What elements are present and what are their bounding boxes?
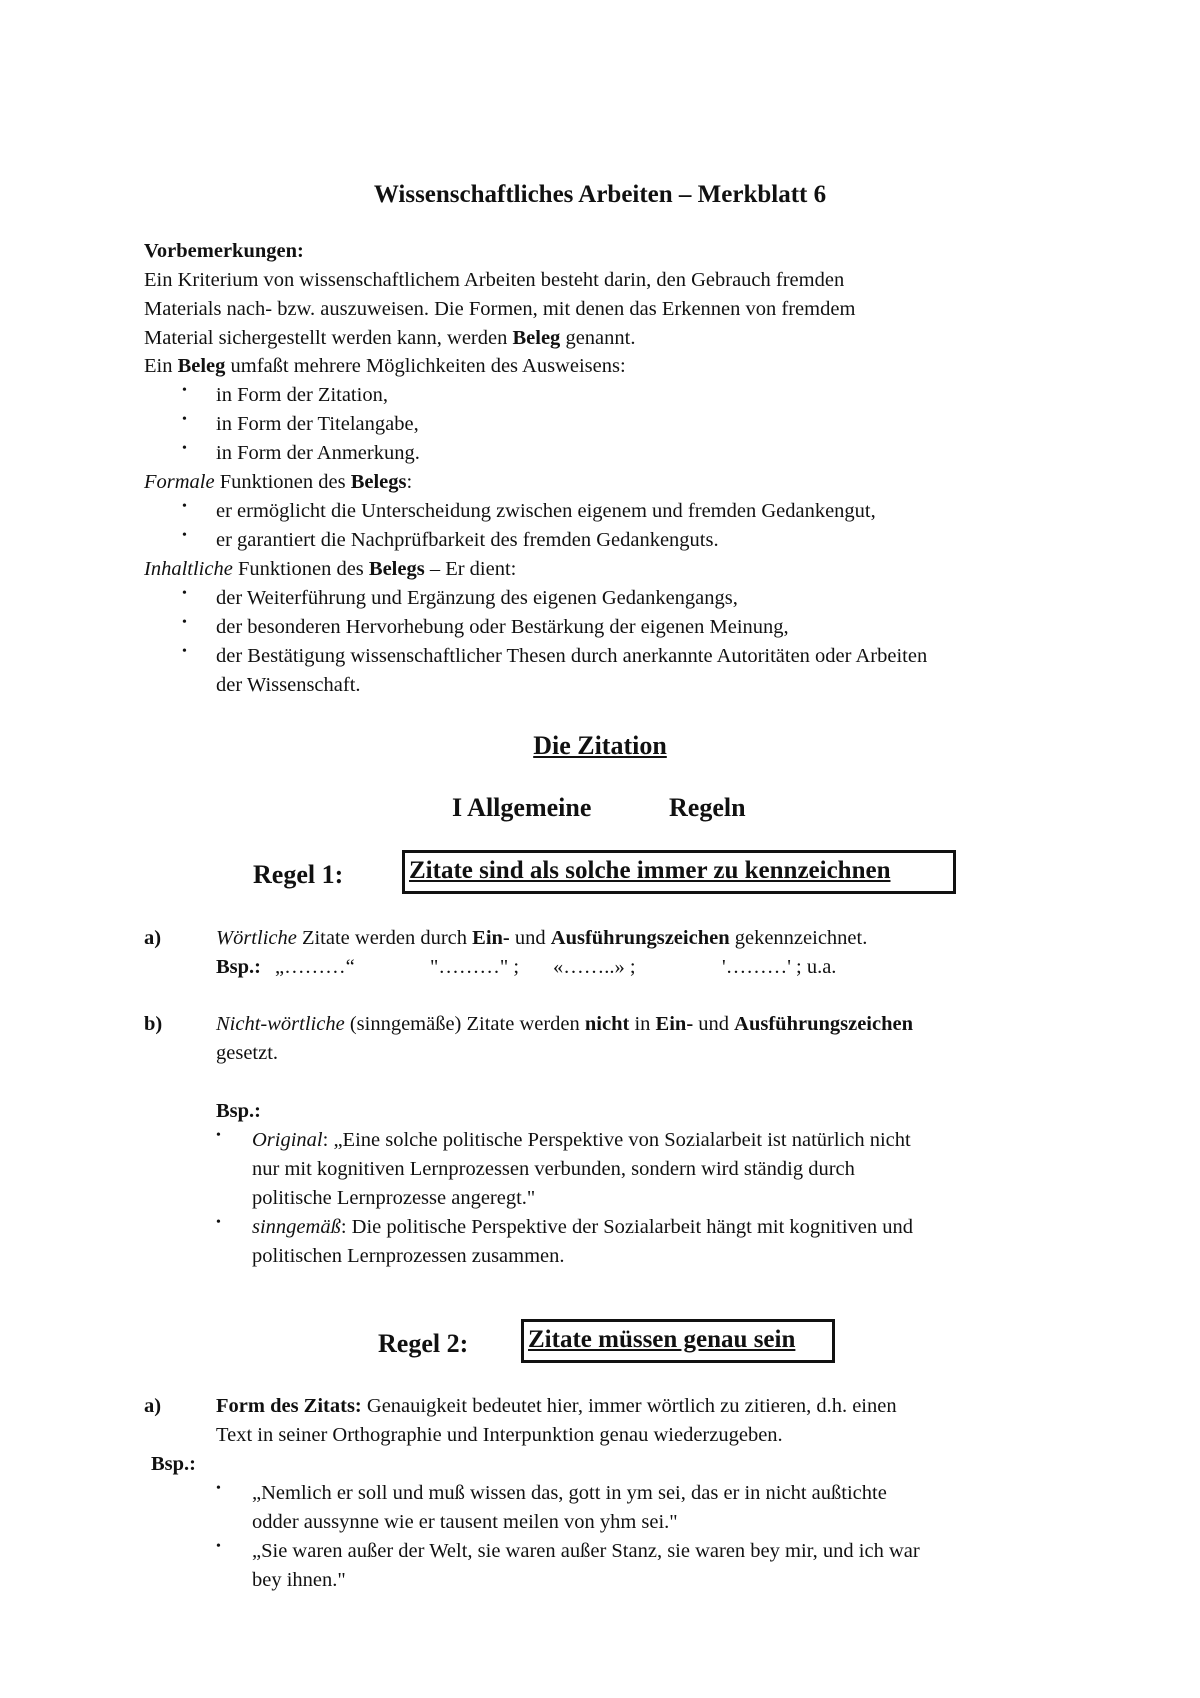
bullet: • xyxy=(216,1539,221,1554)
bullet: • xyxy=(182,586,187,601)
example-quote: „………“ xyxy=(275,956,355,978)
example-line: „Nemlich er soll und muß wissen das, gott in ym sei, das er in nicht außtichte xyxy=(252,1482,887,1504)
paragraph-line: Nicht-wörtliche (sinngemäße) Zitate werden nicht in Ein- und Ausführungszeichen xyxy=(216,1013,913,1035)
paragraph-line: Inhaltliche Funktionen des Belegs – Er dient: xyxy=(144,558,517,580)
paragraph-line: Materials nach- bzw. auszuweisen. Die Formen, mit denen das Erkennen von fremdem xyxy=(144,298,856,320)
paragraph-line: gesetzt. xyxy=(216,1042,279,1064)
example-line: bey ihnen." xyxy=(252,1569,346,1591)
bullet: • xyxy=(182,383,187,398)
example-label: Bsp.: xyxy=(151,1453,197,1475)
paragraph-line: Formale Funktionen des Belegs: xyxy=(144,471,413,493)
paragraph-line: Ein Kriterium von wissenschaftlichem Arbeiten besteht darin, den Gebrauch fremden xyxy=(144,269,845,291)
list-item-continuation: der Wissenschaft. xyxy=(216,674,361,696)
rule-statement-box: Zitate sind als solche immer zu kennzeichnen xyxy=(402,850,956,894)
list-marker: b) xyxy=(144,1013,163,1035)
example-line: politischen Lernprozessen zusammen. xyxy=(252,1245,565,1267)
paragraph-line: Material sichergestellt werden kann, werden Beleg genannt. xyxy=(144,327,636,349)
list-item: er garantiert die Nachprüfbarkeit des fremden Gedankenguts. xyxy=(216,529,719,551)
example-quote: «……..» ; xyxy=(553,956,636,978)
list-item: er ermöglicht die Unterscheidung zwischen eigenem und fremden Gedankengut, xyxy=(216,500,876,522)
list-item: der besonderen Hervorhebung oder Bestärkung der eigenen Meinung, xyxy=(216,616,789,638)
page-title: Wissenschaftliches Arbeiten – Merkblatt 6 xyxy=(373,181,827,208)
list-marker: a) xyxy=(144,927,162,949)
section-heading: Die Zitation xyxy=(533,731,667,760)
example-quote: "………" ; xyxy=(430,956,520,978)
bullet: • xyxy=(216,1481,221,1496)
bullet: • xyxy=(216,1128,221,1143)
example-line: „Sie waren außer der Welt, sie waren außer Stanz, sie waren bey mir, und ich war xyxy=(252,1540,920,1562)
example-label: Bsp.: xyxy=(216,956,262,978)
subsection-heading: I Allgemeine xyxy=(452,793,592,822)
example-line: politische Lernprozesse angeregt." xyxy=(252,1187,536,1209)
rule-label: Regel 1: xyxy=(253,860,344,889)
vorbemerkungen-heading: Vorbemerkungen: xyxy=(144,240,304,262)
paragraph-line: Wörtliche Zitate werden durch Ein- und Ausführungszeichen gekennzeichnet. xyxy=(216,927,868,949)
rule-statement-box: Zitate müssen genau sein xyxy=(521,1319,835,1363)
list-item: der Bestätigung wissenschaftlicher Thesen durch anerkannte Autoritäten oder Arbeiten xyxy=(216,645,928,667)
example-line: sinngemäß: Die politische Perspektive der Sozialarbeit hängt mit kognitiven und xyxy=(252,1216,913,1238)
bullet: • xyxy=(182,615,187,630)
example-line: odder aussynne wie er tausent meilen von yhm sei." xyxy=(252,1511,678,1533)
list-item: in Form der Titelangabe, xyxy=(216,413,419,435)
bullet: • xyxy=(216,1215,221,1230)
rule-label: Regel 2: xyxy=(378,1329,469,1358)
example-line: nur mit kognitiven Lernprozessen verbunden, sondern wird ständig durch xyxy=(252,1158,855,1180)
paragraph-line: Form des Zitats: Genauigkeit bedeutet hier, immer wörtlich zu zitieren, d.h. einen xyxy=(216,1395,897,1417)
list-item: in Form der Zitation, xyxy=(216,384,388,406)
paragraph-line: Ein Beleg umfaßt mehrere Möglichkeiten des Ausweisens: xyxy=(144,355,626,377)
example-label: Bsp.: xyxy=(216,1100,262,1122)
list-marker: a) xyxy=(144,1395,162,1417)
list-item: der Weiterführung und Ergänzung des eigenen Gedankengangs, xyxy=(216,587,738,609)
list-item: in Form der Anmerkung. xyxy=(216,442,420,464)
bullet: • xyxy=(182,528,187,543)
bullet: • xyxy=(182,412,187,427)
subsection-heading: Regeln xyxy=(669,793,746,822)
example-line: Original: „Eine solche politische Perspektive von Sozialarbeit ist natürlich nicht xyxy=(252,1129,911,1151)
bullet: • xyxy=(182,441,187,456)
paragraph-line: Text in seiner Orthographie und Interpunktion genau wiederzugeben. xyxy=(216,1424,783,1446)
example-quote: '………' ; u.a. xyxy=(722,956,837,978)
bullet: • xyxy=(182,499,187,514)
bullet: • xyxy=(182,644,187,659)
